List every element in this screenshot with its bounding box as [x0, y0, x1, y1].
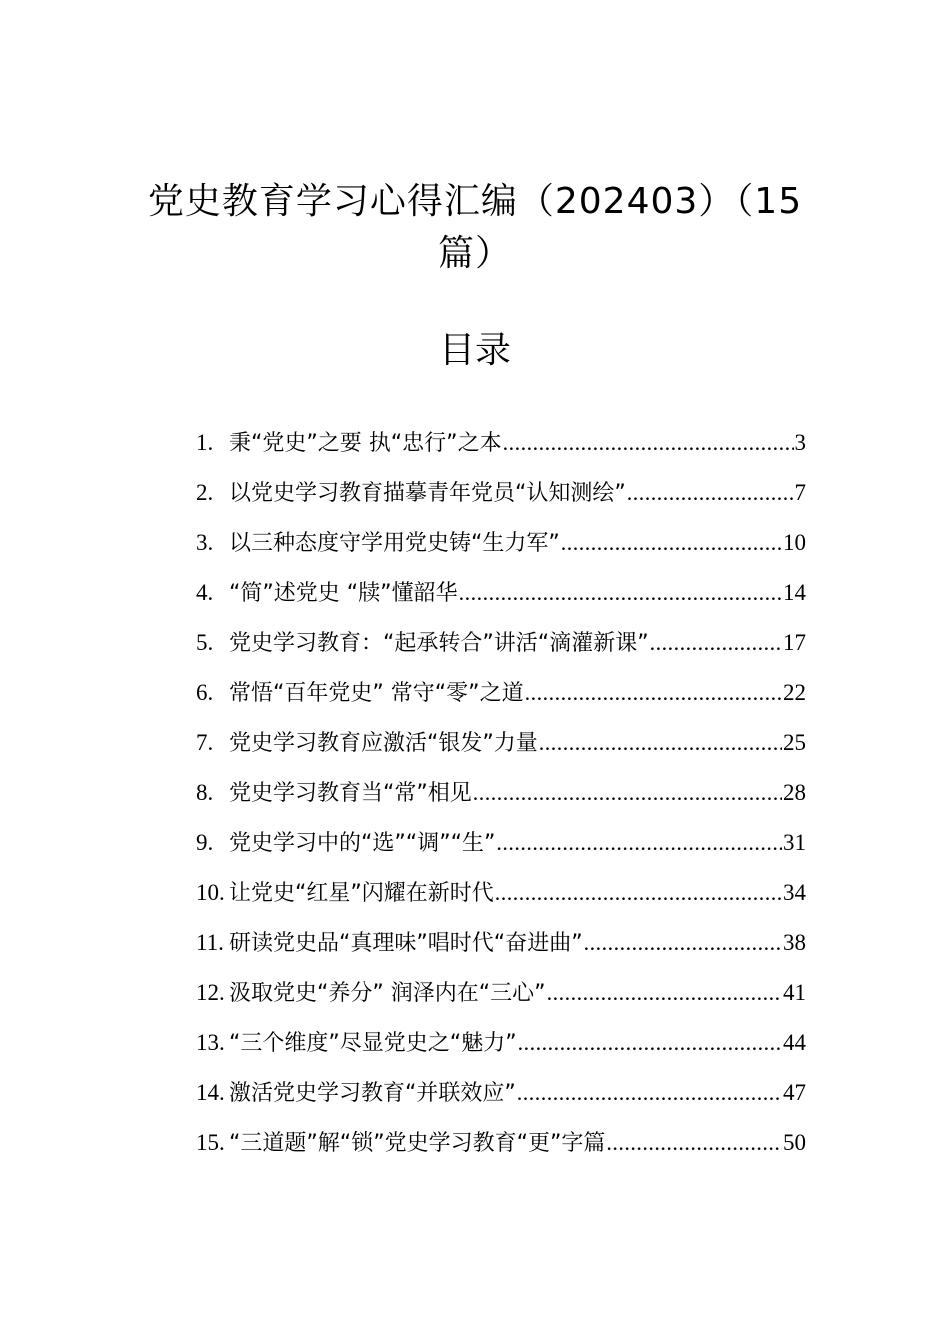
toc-entry-page-number: 47: [783, 1080, 806, 1105]
toc-dot-leader: [547, 980, 782, 1006]
toc-entry[interactable]: [196, 976, 806, 1026]
toc-entry-number: 1.: [196, 430, 214, 455]
toc-entry[interactable]: [196, 776, 806, 826]
toc-entry[interactable]: [196, 626, 806, 676]
toc-entry-title: 研读党史品“真理味”唱时代“奋进曲”: [229, 931, 583, 956]
toc-dot-leader: [495, 880, 782, 906]
toc-dot-leader: [525, 680, 782, 706]
toc-entry-number: 14.: [196, 1080, 225, 1105]
toc-entry-title: 党史学习中的“选”“调”“生”: [229, 831, 496, 856]
toc-dot-leader: [627, 480, 794, 506]
toc-entry-number: 6.: [196, 680, 214, 705]
toc-entry-title: 让党史“红星”闪耀在新时代: [229, 881, 494, 906]
toc-entry[interactable]: [196, 526, 806, 576]
toc-entry-title: “简”述党史 “牍”懂韶华: [229, 581, 458, 606]
toc-entry-number: 8.: [196, 780, 214, 805]
toc-entry-page-number: 31: [783, 830, 806, 855]
toc-entry-page-number: 22: [783, 680, 806, 705]
toc-dot-leader: [539, 730, 782, 756]
toc-entry[interactable]: [196, 876, 806, 926]
toc-entry-page-number: 34: [783, 880, 806, 905]
document-title: 党史教育学习心得汇编（202403）（15篇）: [147, 181, 803, 274]
toc-dot-leader: [518, 1030, 782, 1056]
toc-dot-leader: [473, 780, 782, 806]
toc-entry[interactable]: [196, 576, 806, 626]
toc-entry-number: 5.: [196, 630, 214, 655]
toc-entry[interactable]: [196, 926, 806, 976]
table-of-contents: [196, 426, 806, 1176]
toc-entry-number: 15.: [196, 1130, 225, 1155]
toc-entry-page-number: 28: [783, 780, 806, 805]
toc-dot-leader: [496, 830, 782, 856]
toc-entry-page-number: 14: [783, 580, 806, 605]
toc-entry[interactable]: [196, 1076, 806, 1126]
toc-entry-page-number: 10: [783, 530, 806, 555]
toc-dot-leader: [606, 1130, 782, 1156]
toc-entry-number: 3.: [196, 530, 214, 555]
toc-entry[interactable]: [196, 826, 806, 876]
toc-dot-leader: [584, 930, 782, 956]
toc-dot-leader: [561, 530, 782, 556]
toc-entry-title: 汲取党史“养分” 润泽内在“三心”: [229, 981, 546, 1006]
toc-entry-title: “三个维度”尽显党史之“魅力”: [229, 1031, 517, 1056]
toc-entry-page-number: 50: [783, 1130, 806, 1155]
toc-entry-page-number: 17: [783, 630, 806, 655]
toc-dot-leader: [459, 580, 782, 606]
toc-entry-number: 11.: [196, 930, 224, 955]
toc-entry[interactable]: [196, 426, 806, 476]
toc-heading: 目录: [438, 330, 511, 371]
toc-entry-title: 以党史学习教育描摹青年党员“认知测绘”: [229, 481, 626, 506]
toc-entry-page-number: 38: [783, 930, 806, 955]
toc-entry-number: 2.: [196, 480, 214, 505]
toc-entry-title: 秉“党史”之要 执“忠行”之本: [229, 431, 502, 456]
toc-entry-page-number: 41: [783, 980, 806, 1005]
toc-entry-number: 7.: [196, 730, 214, 755]
toc-entry-number: 4.: [196, 580, 214, 605]
toc-entry[interactable]: [196, 726, 806, 776]
toc-entry[interactable]: [196, 1126, 806, 1176]
toc-entry-number: 10.: [196, 880, 225, 905]
toc-entry-number: 13.: [196, 1030, 225, 1055]
toc-entry-title: 党史学习教育应激活“银发”力量: [229, 731, 538, 756]
toc-entry[interactable]: [196, 1026, 806, 1076]
toc-entry-page-number: 44: [783, 1030, 806, 1055]
toc-entry-title: 激活党史学习教育“并联效应”: [229, 1081, 516, 1106]
toc-dot-leader: [517, 1080, 782, 1106]
toc-entry-number: 12.: [196, 980, 225, 1005]
toc-entry-title: 党史学习教育：“起承转合”讲活“滴灌新课”: [229, 631, 649, 656]
toc-entry-title: 常悟“百年党史” 常守“零”之道: [229, 681, 524, 706]
toc-entry-title: 以三种态度守学用党史铸“生力军”: [229, 531, 560, 556]
toc-entry-number: 9.: [196, 830, 214, 855]
toc-entry-title: “三道题”解“锁”党史学习教育“更”字篇: [229, 1131, 606, 1156]
toc-entry-page-number: 7: [794, 480, 806, 505]
toc-dot-leader: [650, 630, 782, 656]
toc-dot-leader: [503, 430, 794, 456]
toc-entry[interactable]: [196, 476, 806, 526]
toc-entry-title: 党史学习教育当“常”相见: [229, 781, 472, 806]
toc-entry[interactable]: [196, 676, 806, 726]
toc-entry-page-number: 3: [794, 430, 806, 455]
toc-entry-page-number: 25: [783, 730, 806, 755]
